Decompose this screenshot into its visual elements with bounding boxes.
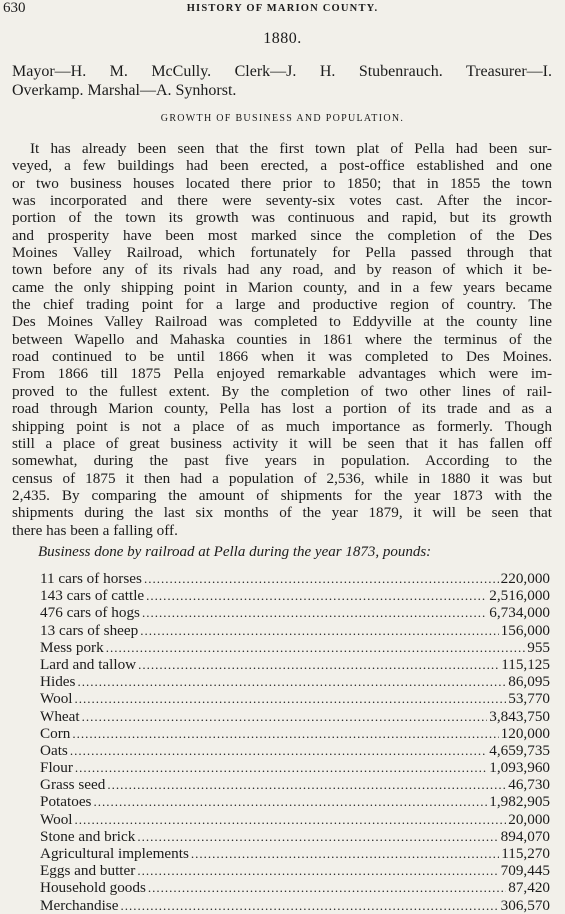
leader-dots [148, 879, 506, 896]
row-value: 53,770 [508, 690, 550, 708]
paragraph-line: somewhat, during the past five years in population. According to the [12, 452, 552, 470]
row-item-label: Potatoes [40, 793, 92, 811]
row-item-label: Stone and brick [40, 827, 136, 845]
paragraph-line: shipments during the last six months of the year 1879, it will be seen that [12, 504, 552, 522]
leader-dots [77, 673, 506, 690]
table-row [40, 862, 550, 879]
table-row [40, 673, 550, 690]
shipments-table [40, 570, 550, 914]
leader-dots [106, 639, 526, 656]
row-item-label: Household goods [40, 879, 146, 897]
row-item-label: Lard and tallow [40, 655, 137, 673]
table-row [40, 845, 550, 862]
paragraph-line: portion of the town its growth was continuous and rapid, but its growth [12, 209, 552, 227]
row-value: 894,070 [500, 827, 550, 845]
paragraph-line: road through Marion county, Pella has lost a portion of its trade and as a [12, 400, 552, 418]
paragraph-line: road continued to be until 1866 when it was completed to Des Moines. [12, 348, 552, 366]
leader-dots [75, 811, 507, 828]
row-item-label: Merchandise [40, 896, 119, 914]
row-item-label: Eggs and butter [40, 862, 136, 880]
officers-line-2: Overkamp. Marshal—A. Synhorst. [12, 82, 237, 99]
row-value: 6,734,000 [489, 604, 550, 622]
leader-dots [138, 656, 499, 673]
running-head-title: HISTORY OF MARION COUNTY. [186, 3, 379, 14]
paragraph-line: census of 1875 it then had a population of 2,536, while in 1880 it was but [12, 469, 552, 487]
running-head [0, 0, 565, 18]
paragraph-line: between Wapello and Mahaska counties in 1861 where the terminus of the [12, 330, 552, 348]
row-value: 20,000 [508, 810, 550, 828]
table-row [40, 690, 550, 707]
row-item-label: Corn [40, 724, 71, 742]
paragraph-line: 2,435. By comparing the amount of shipments for the year 1873 with the [12, 486, 552, 504]
section-heading: GROWTH OF BUSINESS AND POPULATION. [160, 113, 405, 124]
table-row [40, 570, 550, 587]
leader-dots [75, 690, 507, 707]
row-value: 4,659,735 [489, 741, 550, 759]
row-value: 1,982,905 [489, 793, 550, 811]
row-item-label: Hides [40, 673, 76, 691]
table-row [40, 656, 550, 673]
row-item-label: 13 cars of sheep [40, 621, 139, 639]
row-item-label: Flour [40, 759, 73, 777]
year-heading: 1880. [263, 30, 302, 47]
paragraph-line: shipping point is not a place of as much importance as formerly. Though [12, 417, 552, 435]
table-row [40, 879, 550, 896]
leader-dots [137, 828, 498, 845]
paragraph-line: there has been a falling off. [12, 521, 178, 539]
paragraph-line: veyed, a few buildings had been erected, a post-office established and one [12, 157, 552, 175]
leader-dots [75, 759, 487, 776]
leader-dots [107, 776, 506, 793]
table-caption: Business done by railroad at Pella during the year 1873, pounds: [38, 544, 432, 560]
page-number: 630 [3, 0, 26, 16]
table-row [40, 587, 550, 604]
row-item-label: Oats [40, 741, 68, 759]
row-item-label: Grass seed [40, 776, 106, 794]
row-value: 3,843,750 [489, 707, 550, 725]
row-item-label: Wool [40, 690, 73, 708]
row-value: 115,270 [501, 845, 550, 862]
row-value: 86,095 [508, 673, 550, 691]
leader-dots [120, 897, 498, 914]
row-value: 115,125 [501, 655, 550, 673]
table-row [40, 639, 550, 656]
row-value: 306,570 [500, 896, 550, 914]
table-row [40, 897, 550, 914]
row-item-label: 11 cars of horses [40, 570, 142, 587]
paragraph-line: or two business houses located there prior to 1850; that in 1855 the town [12, 174, 552, 192]
paragraph-line: proved to the fullest extent. By the completion of two other lines of rail- [12, 382, 552, 400]
leader-dots [140, 622, 498, 639]
leader-dots [144, 570, 499, 587]
paragraph-line: town before any of its rivals had any road, and by reason of which it be- [12, 261, 552, 279]
leader-dots [93, 793, 487, 810]
leader-dots [82, 708, 488, 725]
leader-dots [70, 742, 487, 759]
table-row [40, 828, 550, 845]
paragraph-line: came the only shipping point in Marion county, and in a few years became [12, 278, 552, 296]
leader-dots [146, 587, 487, 604]
row-value: 1,093,960 [489, 759, 550, 777]
row-item-label: Mess pork [40, 638, 104, 656]
table-row [40, 793, 550, 810]
row-item-label: 476 cars of hogs [40, 604, 140, 622]
paragraph-line: Des Moines Valley Railroad was completed to Eddyville at the county line [12, 313, 552, 331]
paragraph-line: From 1866 till 1875 Pella enjoyed remarkable advantages which were im- [12, 365, 552, 383]
row-value: 2,516,000 [489, 587, 550, 605]
paragraph-line: still a place of great business activity it will be seen that it has fallen off [12, 434, 552, 452]
table-row [40, 776, 550, 793]
table-row [40, 604, 550, 621]
officers-list [12, 62, 552, 100]
table-row [40, 759, 550, 776]
row-value: 955 [527, 638, 550, 656]
body-paragraph [12, 140, 552, 539]
paragraph-line: was incorporated and there were seventy-six votes cast. After the incor- [12, 192, 552, 210]
paragraph-line: and prosperity have been most marked since the completion of the Des [12, 226, 552, 244]
leader-dots [72, 725, 498, 742]
paragraph-line: the chief trading point for a large and productive region of country. The [12, 296, 552, 314]
paragraph-line: It has already been seen that the first town plat of Pella had been sur- [30, 140, 552, 157]
row-item-label: 143 cars of cattle [40, 587, 145, 605]
leader-dots [191, 845, 499, 862]
row-value: 156,000 [500, 621, 550, 639]
row-value: 46,730 [508, 776, 550, 794]
row-item-label: Wool [40, 810, 73, 828]
leader-dots [137, 862, 498, 879]
table-row [40, 742, 550, 759]
paragraph-line: Moines Valley Railroad, which fortunately for Pella passed through that [12, 244, 552, 262]
table-row [40, 811, 550, 828]
officers-line-1: Mayor—H. M. McCully. Clerk—J. H. Stubenrauch. Treasurer—I. [12, 63, 552, 80]
table-row [40, 708, 550, 725]
row-item-label: Agricultural implements [40, 845, 189, 862]
row-value: 87,420 [508, 879, 550, 897]
row-item-label: Wheat [40, 707, 80, 725]
row-value: 220,000 [500, 570, 550, 587]
row-value: 120,000 [500, 724, 550, 742]
leader-dots [142, 604, 487, 621]
table-row [40, 725, 550, 742]
row-value: 709,445 [500, 862, 550, 880]
table-row [40, 622, 550, 639]
